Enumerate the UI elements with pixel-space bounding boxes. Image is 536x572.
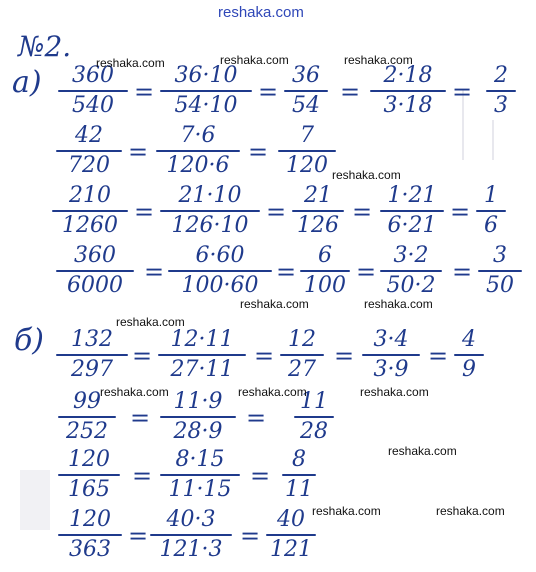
watermark: reshaka.com bbox=[388, 444, 457, 458]
equals-sign: = bbox=[266, 198, 287, 226]
fraction: 1·21 6·21 bbox=[380, 184, 444, 238]
watermark: reshaka.com bbox=[312, 504, 381, 518]
fraction: 8 11 bbox=[282, 448, 316, 502]
fraction: 7 120 bbox=[278, 124, 336, 178]
fraction: 36 54 bbox=[284, 64, 328, 118]
site-header[interactable]: reshaka.com bbox=[218, 4, 304, 21]
equals-sign: = bbox=[134, 198, 155, 226]
fraction: 6 100 bbox=[300, 244, 350, 298]
equals-sign: = bbox=[132, 462, 153, 490]
equals-sign: = bbox=[352, 198, 373, 226]
fraction: 210 1260 bbox=[52, 184, 128, 238]
fraction: 120 363 bbox=[58, 508, 122, 562]
fraction: 4 9 bbox=[454, 328, 484, 382]
equals-sign: = bbox=[334, 342, 355, 370]
fraction: 3·4 3·9 bbox=[362, 328, 420, 382]
fraction: 40·3 121·3 bbox=[150, 508, 232, 562]
part-a-label: а) bbox=[12, 65, 42, 100]
fraction: 132 297 bbox=[56, 328, 128, 382]
equals-sign: = bbox=[452, 78, 473, 106]
problem-number: №2. bbox=[18, 30, 72, 63]
equals-sign: = bbox=[132, 342, 153, 370]
fraction: 12 27 bbox=[280, 328, 324, 382]
fraction: 11·9 28·9 bbox=[160, 390, 236, 444]
fraction: 11 28 bbox=[294, 390, 334, 444]
watermark: reshaka.com bbox=[344, 53, 413, 67]
watermark: reshaka.com bbox=[436, 504, 505, 518]
fraction: 42 720 bbox=[56, 124, 122, 178]
equals-sign: = bbox=[144, 258, 165, 286]
equals-sign: = bbox=[450, 198, 471, 226]
equals-sign: = bbox=[250, 462, 271, 490]
equals-sign: = bbox=[128, 138, 149, 166]
fraction: 21 126 bbox=[292, 184, 344, 238]
fraction: 7·6 120·6 bbox=[156, 124, 240, 178]
equals-sign: = bbox=[246, 404, 267, 432]
equals-sign: = bbox=[452, 258, 473, 286]
equals-sign: = bbox=[356, 258, 377, 286]
watermark: reshaka.com bbox=[220, 53, 289, 67]
faint-margin-line bbox=[492, 120, 494, 160]
watermark: reshaka.com bbox=[360, 385, 429, 399]
watermark: reshaka.com bbox=[364, 297, 433, 311]
watermark: reshaka.com bbox=[96, 56, 165, 70]
equals-sign: = bbox=[134, 78, 155, 106]
fraction: 120 165 bbox=[58, 448, 120, 502]
fraction: 40 121 bbox=[266, 508, 316, 562]
fraction: 99 252 bbox=[58, 390, 116, 444]
watermark: reshaka.com bbox=[240, 297, 309, 311]
watermark: reshaka.com bbox=[332, 168, 401, 182]
equals-sign: = bbox=[240, 522, 261, 550]
fraction: 36·10 54·10 bbox=[160, 64, 252, 118]
faint-grid-mark bbox=[20, 470, 50, 530]
equals-sign: = bbox=[248, 138, 269, 166]
equals-sign: = bbox=[428, 342, 449, 370]
equals-sign: = bbox=[258, 78, 279, 106]
equals-sign: = bbox=[340, 78, 361, 106]
equals-sign: = bbox=[130, 404, 151, 432]
fraction: 1 6 bbox=[476, 184, 506, 238]
fraction: 360 6000 bbox=[56, 244, 134, 298]
equals-sign: = bbox=[276, 258, 297, 286]
fraction: 2 3 bbox=[486, 64, 516, 118]
fraction: 2·18 3·18 bbox=[370, 64, 446, 118]
watermark: reshaka.com bbox=[116, 315, 185, 329]
watermark: reshaka.com bbox=[238, 385, 307, 399]
equals-sign: = bbox=[128, 522, 149, 550]
fraction: 12·11 27·11 bbox=[158, 328, 246, 382]
watermark: reshaka.com bbox=[100, 385, 169, 399]
fraction: 3·2 50·2 bbox=[380, 244, 442, 298]
fraction: 360 540 bbox=[58, 64, 128, 118]
equals-sign: = bbox=[254, 342, 275, 370]
part-b-label: б) bbox=[14, 323, 45, 358]
fraction: 6·60 100·60 bbox=[168, 244, 272, 298]
fraction: 21·10 126·10 bbox=[160, 184, 260, 238]
fraction: 8·15 11·15 bbox=[160, 448, 240, 502]
fraction: 3 50 bbox=[478, 244, 522, 298]
